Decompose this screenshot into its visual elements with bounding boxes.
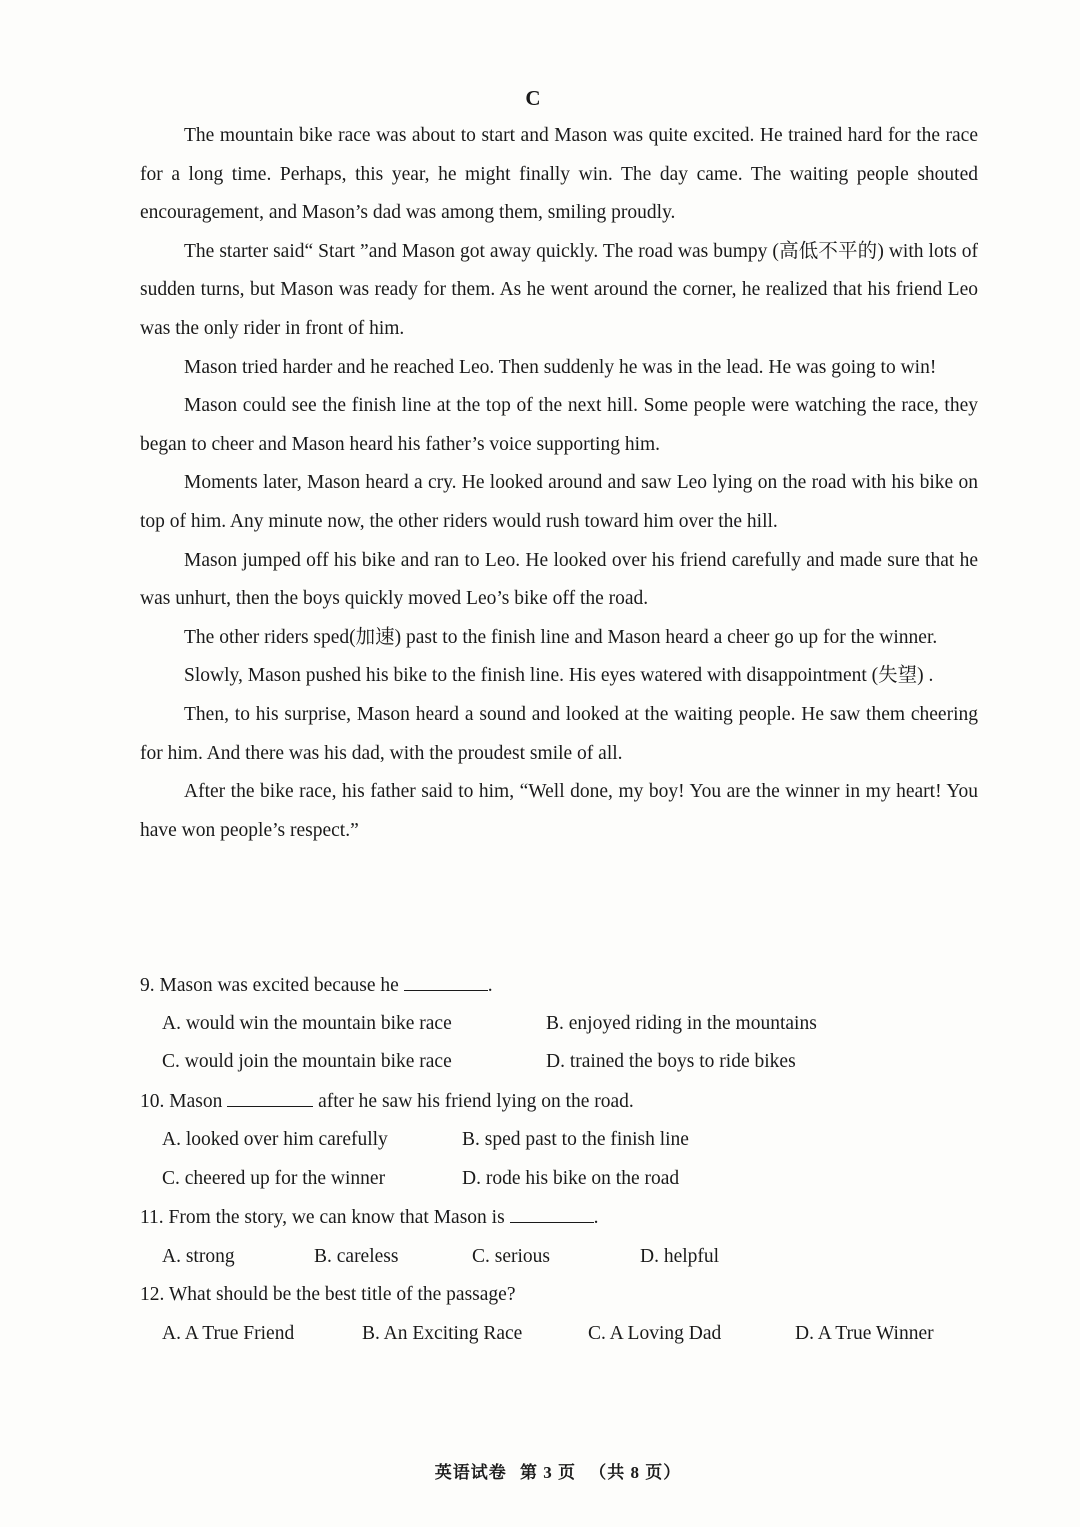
question-number: 10. xyxy=(140,1091,165,1112)
option-a: A. strong xyxy=(162,1246,235,1267)
passage-paragraph: Mason jumped off his bike and ran to Leo. He looked over his friend carefully and made sure that he was unhurt, then the boys quickly moved Leo’s bike off the road. xyxy=(140,549,978,610)
passage-paragraph: Slowly, Mason pushed his bike to the finish line. His eyes watered with disappointment (失望) . xyxy=(184,665,934,687)
option-d: D. trained the boys to ride bikes xyxy=(546,1051,796,1072)
option-a: A. looked over him carefully xyxy=(162,1129,388,1150)
option-a: A. A True Friend xyxy=(162,1323,295,1344)
passage-paragraph: Moments later, Mason heard a cry. He looked around and saw Leo lying on the road with his bike on top of him. Any minute now, the other riders would rush toward him over the hill. xyxy=(140,472,978,532)
option-b: B. enjoyed riding in the mountains xyxy=(546,1013,817,1034)
option-b: B. sped past to the finish line xyxy=(462,1129,689,1150)
option-d: D. rode his bike on the road xyxy=(462,1168,680,1189)
passage-paragraph: The mountain bike race was about to start and Mason was quite excited. He trained hard for the race for a long time. Perhaps, this year, he might finally win. The day came. The waiting people shouted encouragement, and Mason’s dad was among them, smiling proudly. xyxy=(140,125,978,224)
question-9 xyxy=(140,972,493,999)
answer-blank xyxy=(404,972,488,991)
question-10 xyxy=(140,1088,634,1115)
option-d: D. A True Winner xyxy=(795,1323,934,1344)
footer-subject: 英语试卷 xyxy=(434,1463,507,1482)
question-stem-end: . xyxy=(487,975,493,996)
question-stem-end: after he saw his friend lying on the road. xyxy=(318,1091,634,1112)
passage-paragraph: After the bike race, his father said to him, “Well done, my boy! You are the winner in my heart! You have won people’s respect.” xyxy=(140,781,978,841)
passage-paragraph: Mason could see the finish line at the top of the next hill. Some people were watching the race, they began to cheer and Mason heard his father’s voice supporting him. xyxy=(140,395,978,455)
question-stem: Mason xyxy=(169,1091,223,1112)
option-b: B. careless xyxy=(314,1246,399,1267)
passage-paragraph: The other riders sped(加速) past to the finish line and Mason heard a cheer go up for the winner. xyxy=(184,626,938,648)
answer-blank xyxy=(510,1204,594,1223)
question-stem: Mason was excited because he xyxy=(159,975,399,996)
reading-passage xyxy=(140,117,978,850)
question-12 xyxy=(140,1282,515,1308)
question-stem: From the story, we can know that Mason is xyxy=(168,1207,505,1228)
section-heading: C xyxy=(525,86,541,110)
option-a: A. would win the mountain bike race xyxy=(162,1013,452,1034)
page-footer xyxy=(0,1458,1080,1483)
option-c: C. A Loving Dad xyxy=(588,1323,722,1344)
answer-blank xyxy=(227,1088,313,1107)
footer-page-total: （共 8 页） xyxy=(589,1463,682,1482)
option-c: C. would join the mountain bike race xyxy=(162,1051,452,1072)
option-d: D. helpful xyxy=(640,1246,720,1267)
option-b: B. An Exciting Race xyxy=(362,1323,523,1344)
question-stem: What should be the best title of the passage? xyxy=(168,1284,516,1305)
option-c: C. cheered up for the winner xyxy=(162,1168,386,1189)
footer-page-number: 第 3 页 xyxy=(520,1463,576,1482)
question-11 xyxy=(140,1204,598,1231)
question-number: 12. xyxy=(140,1284,165,1305)
question-number: 11. xyxy=(140,1207,164,1228)
passage-paragraph: Mason tried harder and he reached Leo. Then suddenly he was in the lead. He was going to win! xyxy=(184,356,937,378)
question-number: 9. xyxy=(140,975,155,996)
option-c: C. serious xyxy=(472,1246,550,1267)
passage-paragraph: Then, to his surprise, Mason heard a sound and looked at the waiting people. He saw them cheering for him. And there was his dad, with the proudest smile of all. xyxy=(140,703,978,764)
passage-paragraph: The starter said“ Start ”and Mason got away quickly. The road was bumpy (高低不平的) with lots of sudden turns, but Mason was ready for them. As he went around the corner, he realized that his friend Leo was the only rider in front of him. xyxy=(140,240,978,339)
question-stem-end: . xyxy=(593,1207,599,1228)
